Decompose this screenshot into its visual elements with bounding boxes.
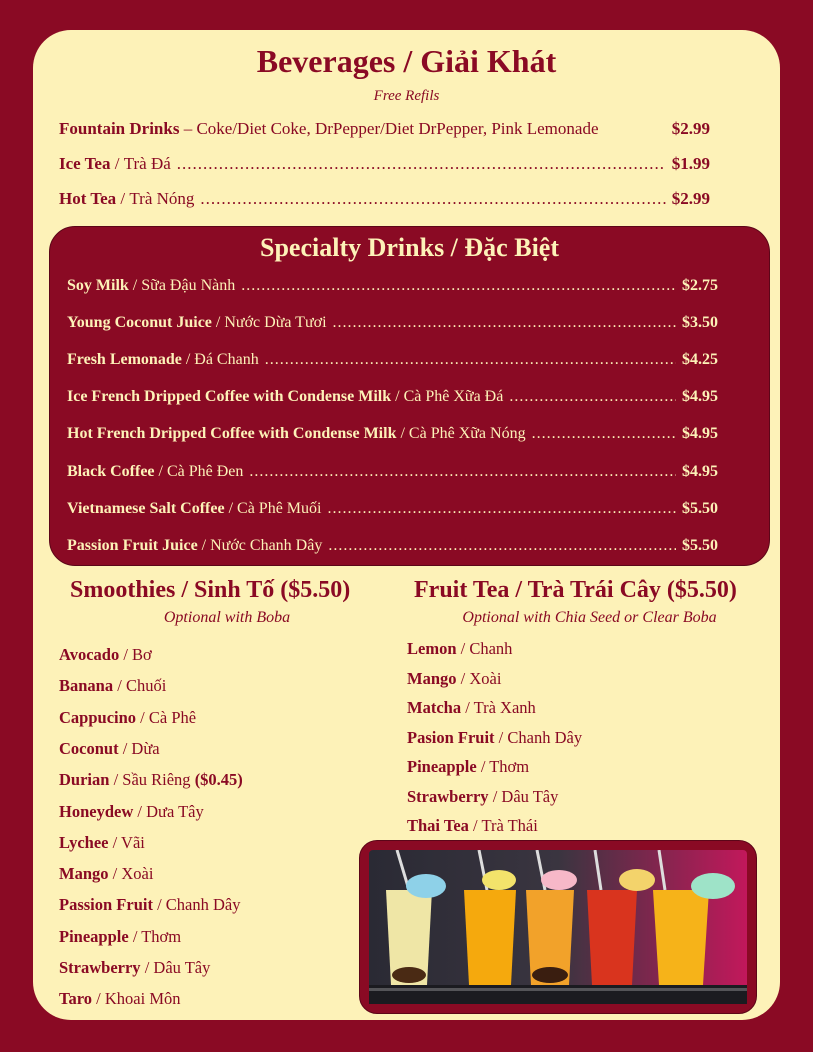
item-name: Lychee xyxy=(59,832,109,852)
item-price: $4.95 xyxy=(682,425,718,443)
item-desc: / Trà Thái xyxy=(468,816,538,835)
dot-leader xyxy=(241,277,676,295)
item-name: Ice Tea xyxy=(59,154,111,173)
item-name: Vietnamese Salt Coffee xyxy=(67,499,225,517)
item-name: Coconut xyxy=(59,738,119,758)
item-desc: / Cà Phê xyxy=(136,707,197,727)
item-sep: / xyxy=(116,189,130,208)
item-price: $4.95 xyxy=(682,462,718,480)
item-sep: – xyxy=(179,119,197,138)
specialty-item xyxy=(67,314,718,332)
item-name: Pineapple xyxy=(59,926,129,946)
item-desc: / Cà Phê Xữa Nóng xyxy=(396,425,526,443)
item-name: Lemon xyxy=(407,639,457,658)
item-desc: / Dưa Tây xyxy=(133,801,204,821)
item-name: Durian xyxy=(59,770,110,790)
item-name: Strawberry xyxy=(407,786,489,806)
item-desc: / Cà Phê Đen xyxy=(154,462,244,480)
item-surcharge: ($0.45) xyxy=(194,770,243,790)
specialty-item xyxy=(67,425,718,443)
item-name: Young Coconut Juice xyxy=(67,314,212,332)
smoothie-item xyxy=(59,708,196,728)
smoothies-subtitle: Optional with Boba xyxy=(163,609,291,626)
dot-leader xyxy=(328,537,676,555)
item-name: Pasion Fruit xyxy=(407,727,495,747)
item-desc: / Thơm xyxy=(128,926,182,946)
item-desc: / Trà Xanh xyxy=(461,698,536,717)
smoothie-item xyxy=(59,927,181,947)
item-desc: / Chanh xyxy=(456,639,513,658)
item-desc: Trà Đá xyxy=(123,154,171,173)
smoothie-item xyxy=(59,676,166,696)
item-desc: / Xoài xyxy=(456,668,502,688)
smoothie-item xyxy=(59,989,181,1009)
item-name: Ice French Dripped Coffee with Condense Milk xyxy=(67,388,392,406)
item-price: $2.99 xyxy=(671,189,710,208)
item-name: Thai Tea xyxy=(407,816,469,835)
item-desc: / Chanh Dây xyxy=(152,895,241,915)
item-price: $4.25 xyxy=(682,351,718,369)
item-name: Passion Fruit xyxy=(59,895,153,915)
specialty-item xyxy=(67,537,718,555)
item-name: Mango xyxy=(59,864,109,884)
drinks-photo xyxy=(359,840,757,1014)
item-desc: / Xoài xyxy=(108,864,154,884)
item-name: Soy Milk xyxy=(67,277,129,294)
item-price: $1.99 xyxy=(671,154,710,173)
item-name: Banana xyxy=(59,676,114,696)
item-price: $5.50 xyxy=(682,499,718,517)
item-name: Passion Fruit Juice xyxy=(67,536,198,554)
item-desc: / Đá Chanh xyxy=(181,351,259,369)
beverages-subtitle: Free Refils xyxy=(373,88,440,104)
item-price: $2.75 xyxy=(682,277,718,294)
item-sep: / xyxy=(110,154,124,173)
item-name: Taro xyxy=(59,989,93,1009)
specialty-item xyxy=(67,463,718,481)
item-name: Honeydew xyxy=(59,801,134,821)
specialty-item xyxy=(67,500,718,518)
item-desc: / Sữa Đậu Nành xyxy=(128,277,236,294)
fruit-tea-item xyxy=(407,669,501,689)
item-desc: / Cà Phê Xữa Đá xyxy=(391,388,504,406)
dot-leader xyxy=(327,500,676,518)
item-desc: / Chuối xyxy=(113,676,167,696)
smoothie-item xyxy=(59,958,210,978)
drinks-illustration xyxy=(369,850,747,1004)
fruit-tea-item xyxy=(407,698,536,718)
smoothie-item xyxy=(59,739,160,759)
smoothie-item xyxy=(59,864,153,884)
smoothie-item xyxy=(59,833,145,853)
item-desc: / Dừa xyxy=(118,738,160,758)
fruit-tea-item xyxy=(407,757,529,777)
item-name: Hot Tea xyxy=(59,189,117,208)
item-price: $3.50 xyxy=(682,314,718,332)
item-name: Fountain Drinks xyxy=(59,119,180,138)
fruit-tea-item xyxy=(407,787,558,807)
item-price: $5.50 xyxy=(682,536,718,554)
fruit-tea-item xyxy=(407,728,582,748)
item-desc: / Sầu Riêng xyxy=(109,770,195,790)
item-name: Mango xyxy=(407,668,457,688)
item-name: Pineapple xyxy=(407,757,477,776)
dot-leader xyxy=(333,314,676,332)
dot-leader xyxy=(532,425,676,443)
beverages-title: Beverages / Giải Khát xyxy=(256,43,557,79)
item-desc: Coke/Diet Coke, DrPepper/Diet DrPepper, Pink Lemonade xyxy=(196,119,599,138)
item-price: $4.95 xyxy=(682,388,718,406)
item-name: Cappucino xyxy=(59,707,137,727)
smoothies-title: Smoothies / Sinh Tố ($5.50) xyxy=(70,577,351,603)
beverage-item xyxy=(59,119,710,139)
item-name: Black Coffee xyxy=(67,462,155,480)
beverage-item xyxy=(59,154,710,174)
specialty-title: Specialty Drinks / Đặc Biệt xyxy=(260,233,559,262)
item-desc: / Khoai Môn xyxy=(92,989,181,1009)
item-name: Fresh Lemonade xyxy=(67,351,182,369)
item-name: Avocado xyxy=(59,645,120,664)
fruit-tea-subtitle: Optional with Chia Seed or Clear Boba xyxy=(462,609,717,626)
item-desc: / Vãi xyxy=(108,832,145,852)
specialty-item xyxy=(67,277,718,295)
smoothie-item xyxy=(59,802,204,822)
specialty-item xyxy=(67,351,718,369)
item-desc: Trà Nóng xyxy=(129,189,195,208)
item-desc: / Bơ xyxy=(119,645,152,664)
fruit-tea-title: Fruit Tea / Trà Trái Cây ($5.50) xyxy=(414,577,737,603)
item-desc: / Nước Dừa Tươi xyxy=(211,314,327,332)
dot-leader xyxy=(265,351,676,369)
item-price: $2.99 xyxy=(671,119,710,138)
item-desc: / Nước Chanh Dây xyxy=(197,536,323,554)
smoothie-item xyxy=(59,645,152,665)
smoothie-item xyxy=(59,895,241,915)
item-desc: / Thơm xyxy=(476,757,530,776)
fruit-tea-item xyxy=(407,816,538,836)
dot-leader xyxy=(177,154,666,174)
item-desc: / Dâu Tây xyxy=(140,958,211,977)
smoothie-item xyxy=(59,770,243,790)
item-desc: / Chanh Dây xyxy=(494,727,583,747)
dot-leader xyxy=(249,463,676,481)
item-name: Hot French Dripped Coffee with Condense Milk xyxy=(67,425,397,443)
dot-leader xyxy=(200,189,665,209)
item-name: Matcha xyxy=(407,698,462,717)
item-desc: / Cà Phê Muối xyxy=(224,499,322,517)
fruit-tea-item xyxy=(407,639,512,659)
item-name: Strawberry xyxy=(59,958,141,977)
specialty-item xyxy=(67,388,718,406)
item-desc: / Dâu Tây xyxy=(488,786,559,806)
dot-leader xyxy=(509,388,676,406)
beverage-item xyxy=(59,189,710,209)
